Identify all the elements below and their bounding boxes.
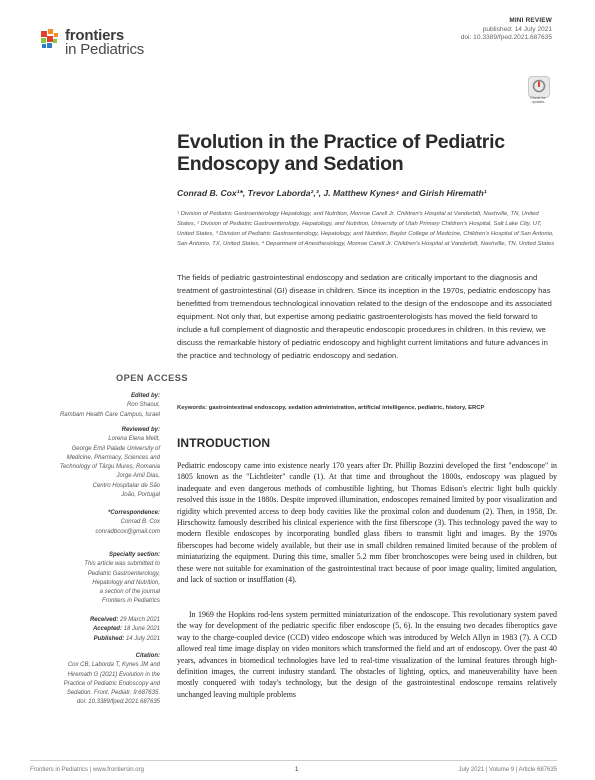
specialty-line: a section of the journal: [99, 589, 160, 596]
page-number: 1: [295, 767, 299, 773]
specialty-line: Frontiers in Pediatrics: [101, 598, 160, 605]
frontiers-logo-icon: [40, 29, 62, 51]
citation-line: Practice of Pediatric Endoscopy and: [63, 680, 160, 687]
citation-line: Cox CB, Laborda T, Kynes JM and: [67, 662, 160, 669]
reviewer-line: Jorge Amil Dias,: [116, 473, 160, 480]
reviewer-line: João, Portugal: [121, 492, 160, 499]
specialty-line: Pediatric Gastroenterology,: [87, 570, 160, 577]
dates-block: [30, 616, 160, 644]
keywords: [177, 405, 557, 411]
citation-label: Citation:: [135, 653, 160, 659]
intro-paragraph-1: Pediatric endoscopy came into existence nearly 170 years after Dr. Phillip Bozzini developed the first "endoscope" in 1805 known as the "Lichtleiter" candle (1). At that time and throughout the 1800s, endoscopy was plagued by inadequate and even dangerous methods of combustible lighting, but Thomas Edison's electric light bulb quickly resolved this issue in the 1880s. Despite improved illumination, endoscopes remained limited by poor visualization and rigidity which prevented access to deep body cavities like the proximal colon and duodenum (2). Then, in 1958, Dr. Hirschowitz famously described his clinical experience with the first fiberscope (3). This technology paved the way to modern flexible endoscopes by incorporating bundled glass fibers to transmit light and images. By the 1970s fiberscopes had become widely available, but their use in small children remained limited because of the problem of miniaturizing the equipment. During this time, smaller 5.2 mm fiber bronchoscopes were being used in children, but these were not suitable for examination of the gastrointestinal tract because of poor image quality, limited angulation, and lack of suction or insufflation (4).: [177, 461, 557, 585]
intro-paragraph-2: In 1969 the Hopkins rod-lens system permitted miniaturization of the endoscope. This revolutionary system paved the way for development of the pediatric specific fiber endoscope (5, 6). In the ensuing two decades fiberoptics gave way to the charge-coupled device (CCD) video endoscope which was introduced by Welch Allyn in 1983 (7). A CCD allowed real time image display on video monitors which transformed the field and art of endoscopy. Over the past 40 years, advances in biomedical technologies have led to real-time visualization of the luminal features through high-definition images, the current industry standard. The obstacles of lighting, optics, and maneuverability have been mostly conquered with today's technology, but the design of the gastrointestinal endoscope remains relatively unchanged leaving multiple problems: [177, 610, 557, 699]
edited-by-block: [30, 392, 160, 420]
check-for-updates-button[interactable]: [525, 76, 551, 104]
article-type: MINI REVIEW: [509, 17, 552, 24]
footer-divider: [30, 760, 557, 761]
section-heading-introduction: INTRODUCTION: [177, 436, 271, 450]
specialty-section-label: Specialty section:: [108, 552, 160, 558]
logo-text-journal: in Pediatrics: [65, 41, 145, 58]
correspondence-name: Conrad B. Cox: [120, 519, 160, 526]
reviewer-line: Technology of Târgu Mureș, Romania: [59, 464, 160, 471]
citation-doi-link[interactable]: doi: 10.3389/fped.2021.687635: [76, 699, 160, 706]
journal-logo[interactable]: [40, 27, 160, 57]
edited-by-label: Edited by:: [130, 393, 160, 399]
reviewed-by-label: Reviewed by:: [121, 427, 160, 433]
accepted-date: Accepted: 18 June 2021: [92, 626, 160, 633]
citation-block: [30, 652, 160, 708]
keywords-label: Keywords:: [177, 405, 208, 411]
reviewed-by-block: [30, 426, 160, 500]
editor-line: Ron Shaoul,: [126, 402, 160, 409]
abstract: The fields of pediatric gastrointestinal endoscopy and sedation are critically important to the diagnosis and treatment of gastrointestinal (GI) disease in children. Since its inception in the 1970s, pediatric endoscopy has benefitted from tremendous technological innovation related to the design of the endoscope and its associated equipment. Not only that, but expertise among pediatric gastroenterologists has moved the field forward to include a full complement of diagnostic and therapeutic endoscopic procedures in children. In this review, we discuss the remarkable history of pediatric endoscopy and highlight current limitations and future advances in the practice and technology of pediatric endoscopy and sedation.: [177, 273, 552, 360]
reviewer-line: Lorena Elena Melit,: [108, 436, 160, 443]
specialty-section-block: [30, 551, 160, 607]
specialty-line: This article was submitted to: [84, 561, 160, 568]
specialty-line: Hepatology and Nutrition,: [92, 579, 160, 586]
check-for-updates-icon: [528, 76, 550, 98]
published-date: published: 14 July 2021: [482, 26, 552, 33]
footer-issue-info: July 2021 | Volume 9 | Article 687635: [458, 767, 557, 773]
article-title: Evolution in the Practice of Pediatric Endoscopy and Sedation: [177, 131, 505, 175]
author-list: Conrad B. Cox¹*, Trevor Laborda²,³, J. Matthew Kynes⁴ and Girish Hiremath¹: [177, 188, 487, 198]
citation-line: Sedation. Front. Pediatr. 9:687635.: [66, 690, 160, 697]
doi-link[interactable]: doi: 10.3389/fped.2021.687635: [460, 34, 552, 41]
open-access-label: OPEN ACCESS: [116, 373, 189, 383]
check-for-updates-label: Check for updates: [530, 96, 546, 104]
correspondence-email-link[interactable]: conradbcox@gmail.com: [95, 528, 160, 535]
keywords-text: gastrointestinal endoscopy, sedation administration, artificial intelligence, pediatric, history, ERCP: [207, 405, 485, 411]
correspondence-label: *Correspondence:: [107, 510, 160, 516]
affiliations: ¹ Division of Pediatric Gastroenterology Hepatology, and Nutrition, Monroe Carell Jr. Children's Hospital at Vanderbilt, Nashville, TN, United States, ² Division of Pediatric Gastroenterology, Hepatology, and Nutrition, University of Utah Primary Children's Hospital, Salt Lake City, UT, United States, ³ Division of Pediatric Gastroenterology, Hepatology, and Nutrition, Baylor College of Medicine, Children's Hospital of San Antonio, San Antonio, TX, United States, ⁴ Department of Anesthesiology, Monroe Carell Jr. Children's Hospital at Vanderbilt, Nashville, TN, United States: [177, 211, 555, 248]
citation-line: Hiremath G (2021) Evolution in the: [67, 671, 160, 678]
editor-line: Rambam Health Care Campus, Israel: [59, 411, 160, 418]
reviewer-line: Centro Hospitalar de São: [92, 482, 160, 489]
reviewer-line: Medicine, Pharmacy, Sciences and: [66, 454, 160, 461]
received-date: Received: 29 March 2021: [89, 617, 160, 623]
footer-journal-link[interactable]: Frontiers in Pediatrics | www.frontiersin.org: [30, 767, 144, 773]
logo-text-frontiers: frontiers: [65, 27, 125, 44]
reviewer-line: George Emil Palade University of: [71, 445, 160, 452]
correspondence-block: [30, 509, 160, 537]
published-date-side: Published: 14 July 2021: [93, 635, 160, 642]
